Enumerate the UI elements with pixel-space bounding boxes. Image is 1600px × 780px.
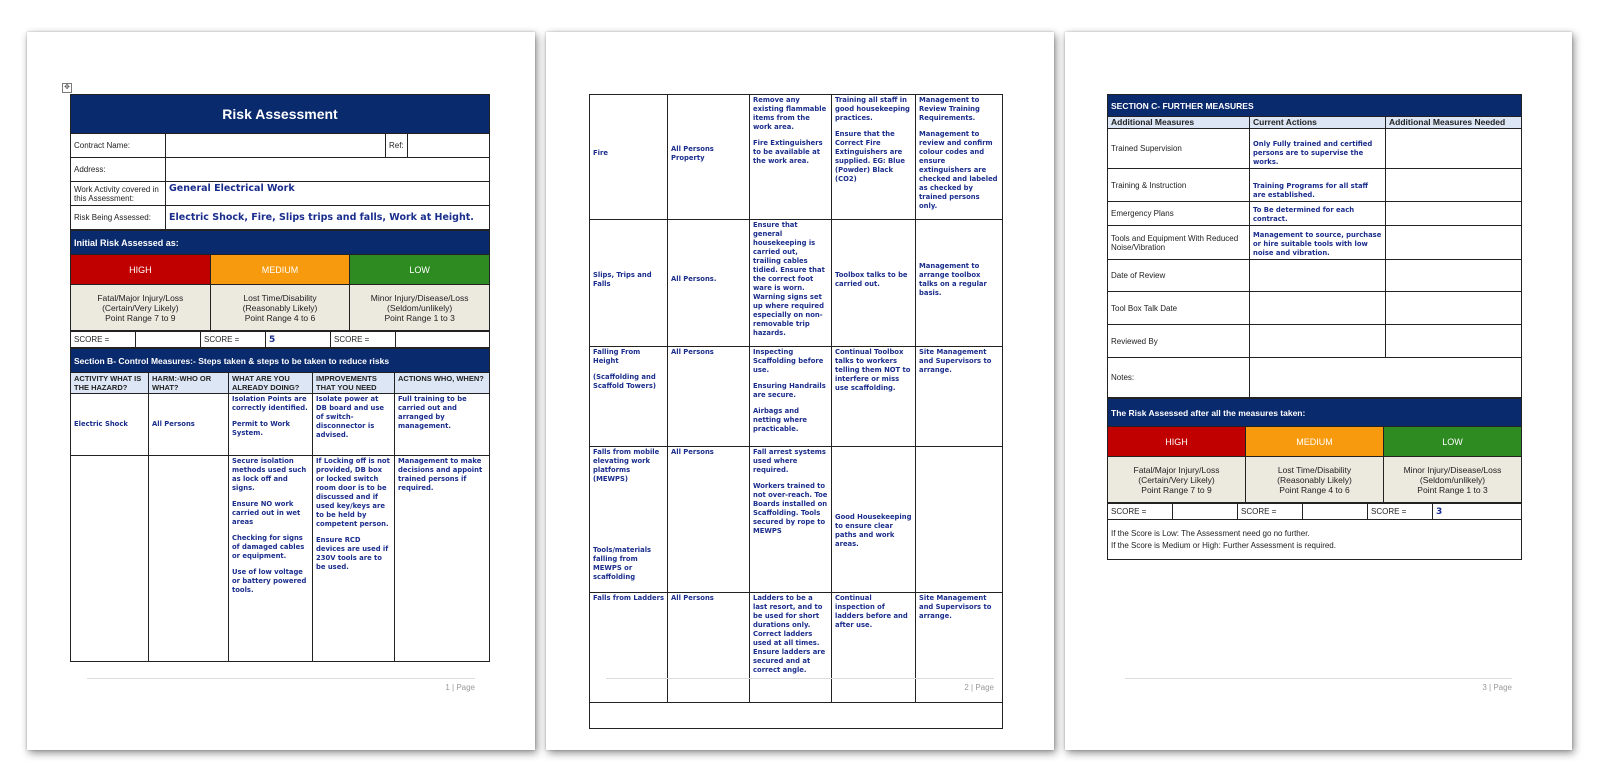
section-b-heading: Section B- Control Measures:- Steps taken & steps to be taken to reduce risks <box>71 349 490 373</box>
rating-high-desc: Fatal/Major Injury/Loss (Certain/Very Likely) Point Range 7 to 9 <box>71 285 211 331</box>
measure-cell: Reviewed By <box>1108 325 1250 358</box>
address-label: Address: <box>71 158 166 182</box>
actions-cell <box>916 447 1003 593</box>
initial-risk-table <box>70 230 490 331</box>
rating-medium: MEDIUM <box>210 255 350 285</box>
harm-cell: All Persons <box>149 394 229 456</box>
ref-label: Ref: <box>386 134 408 158</box>
doing-cell: Remove any existing flammable items from the work area. Fire Extinguishers to be available at the work area. <box>750 95 832 220</box>
current-action-cell: Only Fully trained and certified persons are to supervise the works. <box>1250 129 1386 169</box>
rating-medium: MEDIUM <box>1246 427 1384 457</box>
rating-low-desc: Minor Injury/Disease/Loss (Seldom/unlikely) Point Range 1 to 3 <box>350 285 490 331</box>
guidance-medium-high: If the Score is Medium or High: Further Assessment is required. <box>1111 540 1336 550</box>
current-action-cell: Management to source, purchase or hire suitable tools with low noise and vibration. <box>1250 226 1386 260</box>
table-row <box>71 394 490 456</box>
score-medium-label: SCORE = <box>201 332 266 348</box>
rating-medium-desc: Lost Time/Disability (Reasonably Likely) Point Range 4 to 6 <box>1246 457 1384 503</box>
final-score-table <box>1107 503 1522 560</box>
risk-assessed-label: Risk Being Assessed: <box>71 206 166 230</box>
actions-cell: Full training to be carried out and arranged by management. <box>395 394 490 456</box>
hazard-cell: Falls from mobile elevating work platforms (MEWPS) Tools/materials falling from MEWPS or scaffolding <box>590 447 668 593</box>
table-row <box>590 447 1003 593</box>
score-high-label: SCORE = <box>1108 504 1173 520</box>
measure-cell: Training & Instruction <box>1108 169 1250 202</box>
actions-cell: Management to Review Training Requirements. Management to review and confirm colour codes and ensure extinguishers are checked and labeled as checked by trained persons only. <box>916 95 1003 220</box>
score-low-value[interactable]: 3 <box>1433 504 1522 520</box>
table-row <box>1108 260 1522 292</box>
form-title: Risk Assessment <box>71 95 490 134</box>
rating-high: HIGH <box>71 255 211 285</box>
initial-score-table <box>70 331 490 348</box>
rating-low-desc: Minor Injury/Disease/Loss (Seldom/unlikely) Point Range 1 to 3 <box>1384 457 1522 503</box>
header-table <box>70 94 490 230</box>
after-measures-heading: The Risk Assessed after all the measures taken: <box>1108 399 1522 427</box>
doing-cell: Secure isolation methods used such as lock off and signs. Ensure NO work carried out in wet areas Checking for signs of damaged cables or equipment. Use of low voltage or battery powered tools. <box>229 456 313 662</box>
rating-high-desc: Fatal/Major Injury/Loss (Certain/Very Likely) Point Range 7 to 9 <box>1108 457 1246 503</box>
rating-low: LOW <box>1384 427 1522 457</box>
rating-low: LOW <box>350 255 490 285</box>
hazard-cell: Slips, Trips and Falls <box>590 220 668 347</box>
table-row <box>1108 358 1522 398</box>
table-row <box>71 456 490 662</box>
column-header: HARM:-WHO OR WHAT? <box>149 373 229 394</box>
contract-name-field[interactable] <box>166 134 386 158</box>
improvements-cell: Continual inspection of ladders before and after use. <box>832 593 916 703</box>
table-row <box>1108 292 1522 325</box>
doing-cell: Ladders to be a last resort, and to be used for short durations only. Correct ladders used at all times. Ensure ladders are secured and at correct angle. <box>750 593 832 703</box>
actions-cell: Site Management and Supervisors to arrange. <box>916 347 1003 447</box>
risk-assessment-form <box>70 94 490 662</box>
improvements-cell: Toolbox talks to be carried out. <box>832 220 916 347</box>
current-action-field[interactable] <box>1250 325 1386 358</box>
column-header: IMPROVEMENTS THAT YOU NEED <box>313 373 395 394</box>
doing-cell: Ensure that general housekeeping is carried out, trailing cables tidied. Ensure that the correct foot ware is worn. Warning signs set up where required especially on non-removable trip hazards. <box>750 220 832 347</box>
doing-cell: Fall arrest systems used where required. Workers trained to not over-reach. Toe Boards installed on Scaffolding. Tools secured by rope to MEWPS <box>750 447 832 593</box>
table-row <box>590 703 1003 729</box>
column-header: Additional Measures Needed <box>1386 117 1522 129</box>
improvements-cell: Continual Toolbox talks to workers telling them NOT to interfere or miss use scaffolding. <box>832 347 916 447</box>
score-low-value[interactable] <box>396 332 490 348</box>
score-medium-value[interactable] <box>1303 504 1368 520</box>
table-row <box>1108 202 1522 226</box>
harm-cell: All Persons. <box>668 220 750 347</box>
table-row <box>1108 129 1522 169</box>
actions-cell: Management to arrange toolbox talks on a regular basis. <box>916 220 1003 347</box>
rating-medium-desc: Lost Time/Disability (Reasonably Likely) Point Range 4 to 6 <box>210 285 350 331</box>
measure-cell: Trained Supervision <box>1108 129 1250 169</box>
current-action-field[interactable] <box>1250 260 1386 292</box>
harm-cell: All Persons <box>668 447 750 593</box>
rating-high: HIGH <box>1108 427 1246 457</box>
measure-cell: Tools and Equipment With Reduced Noise/Vibration <box>1108 226 1250 260</box>
table-row <box>590 95 1003 220</box>
hazard-cell: Falling From Height (Scaffolding and Scaffold Towers) <box>590 347 668 447</box>
harm-cell: All Persons <box>668 347 750 447</box>
measure-needed-field[interactable] <box>1386 260 1522 292</box>
measure-cell: Tool Box Talk Date <box>1108 292 1250 325</box>
document-page-3 <box>1065 32 1572 750</box>
score-low-label: SCORE = <box>331 332 396 348</box>
hazard-cell: Electric Shock <box>71 394 149 456</box>
current-action-cell: To Be determined for each contract. <box>1250 202 1386 226</box>
page-footer: 3 | Page <box>1125 678 1512 692</box>
ref-field[interactable] <box>408 134 490 158</box>
current-action-cell: Training Programs for all staff are established. <box>1250 169 1386 202</box>
measure-cell: Emergency Plans <box>1108 202 1250 226</box>
measure-needed-field[interactable] <box>1386 169 1522 202</box>
section-c-heading: SECTION C- FURTHER MEASURES <box>1108 95 1522 117</box>
initial-risk-heading: Initial Risk Assessed as: <box>71 231 490 255</box>
harm-cell: All Persons Property <box>668 95 750 220</box>
document-page-2 <box>546 32 1054 750</box>
measure-needed-field[interactable] <box>1386 325 1522 358</box>
improvements-cell: If Locking off is not provided, DB box or locked switch room door is to be discussed and if used key/keys are to be held by competent person. Ensure RCD devices are used if 230V tools are to be used. <box>313 456 395 662</box>
measure-needed-field[interactable] <box>1386 292 1522 325</box>
control-measures-continued <box>589 94 1003 729</box>
doing-cell: Isolation Points are correctly identified. Permit to Work System. <box>229 394 313 456</box>
hazard-cell <box>71 456 149 662</box>
column-header: WHAT ARE YOU ALREADY DOING? <box>229 373 313 394</box>
improvements-cell: Isolate power at DB board and use of switch-disconnector is advised. <box>313 394 395 456</box>
doing-cell: Inspecting Scaffolding before use. Ensuring Handrails are secure. Airbags and netting where practicable. <box>750 347 832 447</box>
column-header: ACTIVITY WHAT IS THE HAZARD? <box>71 373 149 394</box>
measure-needed-field[interactable] <box>1386 129 1522 169</box>
hazards-table <box>589 94 1003 729</box>
move-handle-icon[interactable]: ✥ <box>62 83 72 93</box>
measure-cell: Date of Review <box>1108 260 1250 292</box>
final-risk-table <box>1107 398 1522 503</box>
further-measures-form <box>1107 94 1522 560</box>
table-row <box>1108 226 1522 260</box>
page-footer: 1 | Page <box>87 678 475 692</box>
harm-cell <box>149 456 229 662</box>
notes-field[interactable] <box>1250 358 1522 398</box>
page-footer: 2 | Page <box>606 678 994 692</box>
improvements-cell: Training all staff in good housekeeping practices. Ensure that the Correct Fire Extinguishers are supplied. EG: Blue (Powder) Black (CO2) <box>832 95 916 220</box>
score-guidance <box>1108 520 1522 560</box>
score-high-value[interactable] <box>136 332 201 348</box>
column-header: ACTIONS WHO, WHEN? <box>395 373 490 394</box>
improvements-cell: Good Housekeeping to ensure clear paths and work areas. <box>832 447 916 593</box>
score-medium-value[interactable]: 5 <box>266 332 331 348</box>
current-action-field[interactable] <box>1250 292 1386 325</box>
risk-assessed-value[interactable]: Electric Shock, Fire, Slips trips and falls, Work at Height. <box>166 206 490 230</box>
score-low-label: SCORE = <box>1368 504 1433 520</box>
column-header: Current Actions <box>1250 117 1386 129</box>
score-medium-label: SCORE = <box>1238 504 1303 520</box>
table-row <box>1108 325 1522 358</box>
measure-needed-field[interactable] <box>1386 226 1522 260</box>
empty-row <box>590 703 1003 729</box>
score-high-label: SCORE = <box>71 332 136 348</box>
table-row <box>1108 169 1522 202</box>
measure-cell: Notes: <box>1108 358 1250 398</box>
harm-cell: All Persons <box>668 593 750 703</box>
address-field[interactable] <box>166 158 490 182</box>
actions-cell: Site Management and Supervisors to arrange. <box>916 593 1003 703</box>
hazard-cell: Fire <box>590 95 668 220</box>
hazard-cell: Falls from Ladders <box>590 593 668 703</box>
table-row <box>590 347 1003 447</box>
work-activity-value[interactable]: General Electrical Work <box>166 182 490 206</box>
further-measures-table <box>1107 94 1522 398</box>
work-activity-label: Work Activity covered in this Assessment: <box>71 182 166 206</box>
score-high-value[interactable] <box>1173 504 1238 520</box>
document-page-1 <box>27 32 535 750</box>
guidance-low: If the Score is Low: The Assessment need go no further. <box>1111 528 1310 538</box>
control-measures-table <box>70 348 490 662</box>
contract-name-label: Contract Name: <box>71 134 166 158</box>
measure-needed-field[interactable] <box>1386 202 1522 226</box>
table-row <box>590 220 1003 347</box>
column-header: Additional Measures <box>1108 117 1250 129</box>
actions-cell: Management to make decisions and appoint trained persons if required. <box>395 456 490 662</box>
